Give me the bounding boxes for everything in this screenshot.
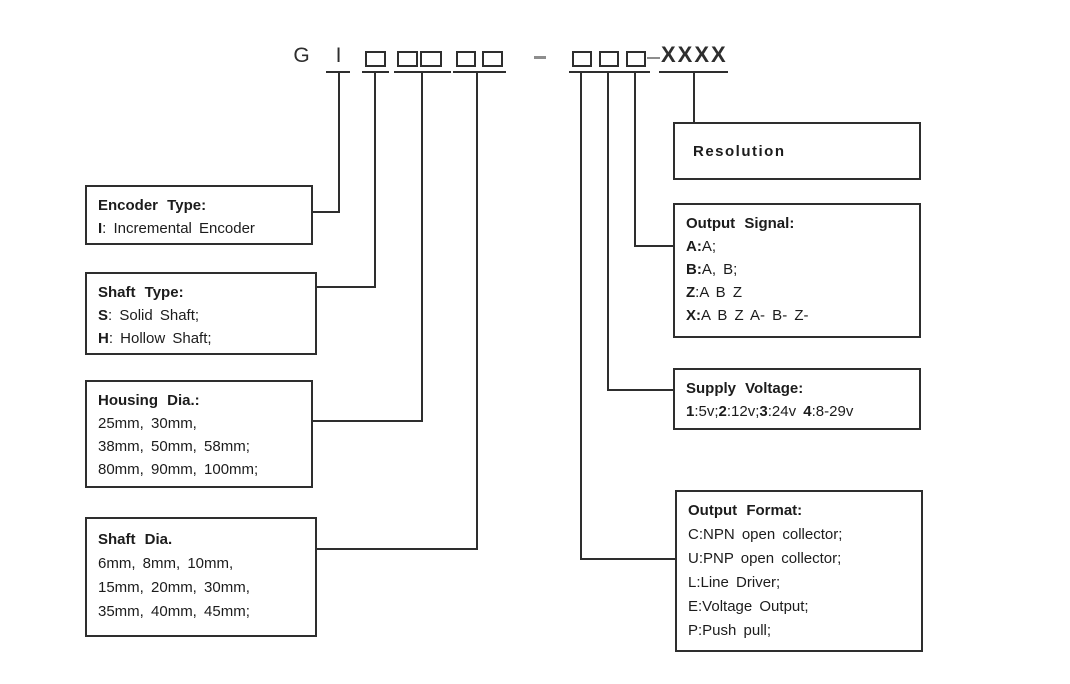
connector-shaft-type-vertical — [374, 73, 376, 288]
code-type-letter: I — [335, 44, 343, 67]
connector-output-signal-vertical — [634, 73, 636, 247]
shaft-dia-line: 35mm, 40mm, 45mm; — [98, 603, 250, 620]
housing-dia-line: 25mm, 30mm, — [98, 415, 197, 432]
shaft-dia-line: 15mm, 20mm, 30mm, — [98, 579, 250, 596]
underline-shaft-dia — [453, 71, 506, 73]
code-suffix-separator-dash — [647, 57, 660, 59]
code-placeholder-box-supply-voltage — [599, 51, 619, 67]
output-format-line: C:NPN open collector; — [688, 526, 843, 543]
supply-voltage-line: 1:5v;2:12v;3:24v 4:8-29v — [686, 403, 854, 420]
connector-output-signal-horizontal — [634, 245, 673, 247]
connector-encoder-type-horizontal — [313, 211, 340, 213]
shaft-type-box — [85, 272, 317, 355]
housing-dia-line: 80mm, 90mm, 100mm; — [98, 461, 259, 478]
connector-shaft-dia-vertical — [476, 73, 478, 550]
code-placeholder-box-housing-2 — [420, 51, 442, 67]
underline-output-format — [569, 71, 596, 73]
connector-housing-dia-vertical — [421, 73, 423, 422]
shaft-dia-title: Shaft Dia. — [98, 531, 173, 548]
output-signal-line: X:A B Z A- B- Z- — [686, 307, 809, 324]
supply-voltage-title: Supply Voltage: — [686, 380, 804, 397]
connector-shaft-dia-horizontal — [317, 548, 478, 550]
connector-output-format-vertical — [580, 73, 582, 560]
shaft-dia-line: 6mm, 8mm, 10mm, — [98, 555, 234, 572]
output-signal-line: B:A, B; — [686, 261, 738, 278]
connector-housing-dia-horizontal — [313, 420, 423, 422]
output-signal-line: A:A; — [686, 238, 717, 255]
underline-supply-voltage — [596, 71, 623, 73]
connector-encoder-type-vertical — [338, 73, 340, 213]
code-resolution-placeholder: XXXX — [661, 42, 728, 67]
shaft-type-title: Shaft Type: — [98, 284, 184, 301]
output-format-line: P:Push pull; — [688, 622, 772, 639]
code-prefix-letter: G — [293, 44, 311, 67]
underline-output-signal — [623, 71, 650, 73]
output-format-line: E:Voltage Output; — [688, 598, 809, 615]
code-placeholder-box-housing-1 — [397, 51, 418, 67]
shaft-type-line: H: Hollow Shaft; — [98, 330, 212, 347]
output-signal-title: Output Signal: — [686, 215, 795, 232]
connector-shaft-type-horizontal — [317, 286, 376, 288]
encoder-type-title: Encoder Type: — [98, 197, 207, 214]
connector-supply-voltage-vertical — [607, 73, 609, 391]
code-placeholder-box-shaft-type — [365, 51, 386, 67]
code-placeholder-box-shaft-dia-2 — [482, 51, 503, 67]
connector-resolution-vertical — [693, 73, 695, 122]
code-placeholder-box-output-format — [572, 51, 592, 67]
output-signal-box — [673, 203, 921, 338]
output-format-line: U:PNP open collector; — [688, 550, 842, 567]
housing-dia-line: 38mm, 50mm, 58mm; — [98, 438, 250, 455]
housing-dia-title: Housing Dia.: — [98, 392, 200, 409]
output-format-box — [675, 490, 923, 652]
output-format-title: Output Format: — [688, 502, 803, 519]
code-separator-dash — [534, 56, 546, 59]
resolution-title: Resolution — [693, 142, 786, 160]
supply-voltage-box — [673, 368, 921, 430]
code-placeholder-box-shaft-dia-1 — [456, 51, 476, 67]
encoder-type-line: I: Incremental Encoder — [98, 220, 255, 237]
shaft-type-line: S: Solid Shaft; — [98, 307, 200, 324]
output-signal-line: Z:A B Z — [686, 284, 743, 301]
code-placeholder-box-output-signal — [626, 51, 646, 67]
resolution-box — [673, 122, 921, 180]
housing-dia-box — [85, 380, 313, 488]
connector-output-format-horizontal — [580, 558, 675, 560]
encoder-type-box — [85, 185, 313, 245]
shaft-dia-box — [85, 517, 317, 637]
connector-supply-voltage-horizontal — [607, 389, 673, 391]
output-format-line: L:Line Driver; — [688, 574, 781, 591]
